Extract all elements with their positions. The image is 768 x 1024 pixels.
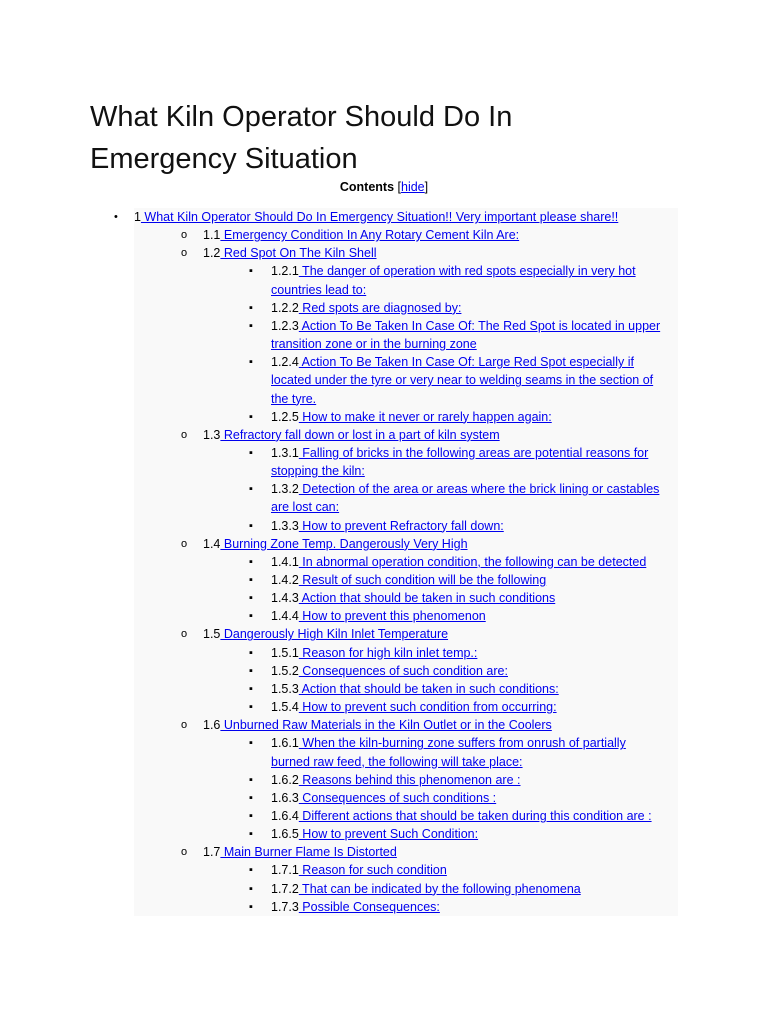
toc-item [271, 517, 504, 535]
toc-item-link[interactable]: How to make it never or rarely happen again: [298, 409, 552, 424]
toc-bullet-level-1: • [114, 211, 118, 223]
toc-item-number: 1.2.2 [271, 300, 299, 315]
toc-item [271, 390, 316, 408]
toc-bullet-level-3: ▪ [249, 646, 253, 659]
toc-item [271, 480, 659, 498]
toc-item-link[interactable]: Unburned Raw Materials in the Kiln Outlet or in the Coolers [220, 718, 552, 733]
toc-item-number: 1.6.5 [271, 827, 299, 842]
toc-item [271, 607, 486, 625]
toc-bullet-level-2: o [181, 229, 188, 242]
toc-item-link[interactable]: What Kiln Operator Should Do In Emergency Situation!! Very important please share!! [140, 210, 619, 224]
toc-item [271, 898, 440, 916]
toc-bullet-level-3: ▪ [249, 519, 253, 532]
toc-item [203, 426, 500, 444]
toc-item-number: 1.5.2 [271, 663, 299, 678]
toc-bullet-level-3: ▪ [249, 701, 253, 714]
toc-item [271, 698, 557, 716]
toc-item-number: 1.7 [203, 845, 221, 860]
toc-item-number: 1.1 [203, 228, 221, 243]
toc-item-link[interactable]: Result of such condition will be the following [298, 573, 547, 587]
toc-item-link[interactable]: How to prevent Such Condition: [298, 827, 479, 842]
toc-bullet-level-2: o [181, 719, 188, 732]
toc-item-number: 1.2.4 [271, 355, 299, 370]
toc-item [203, 625, 448, 643]
toc-bullet-level-2: o [181, 628, 188, 641]
toc-bullet-level-3: ▪ [249, 682, 253, 695]
toc-item-link[interactable]: The danger of operation with red spots especially in very hot [298, 264, 636, 279]
toc-bullet-level-2: o [181, 846, 188, 859]
toc-bullet-level-3: ▪ [249, 356, 253, 369]
toc-bullet-level-3: ▪ [249, 483, 253, 496]
toc-item [271, 262, 636, 280]
toc-item-number: 1.2.1 [271, 264, 299, 279]
toc-item-link[interactable]: transition zone or in the burning zone [271, 337, 477, 352]
toc-item-link[interactable]: Red Spot On The Kiln Shell [220, 246, 377, 261]
toc-item-link[interactable]: Consequences of such condition are: [298, 663, 508, 678]
toc-item-number: 1.5.4 [271, 700, 299, 715]
hide-bracket-open: [ [397, 180, 401, 194]
toc-item [271, 789, 496, 807]
toc-item-number: 1.7.2 [271, 881, 299, 896]
toc-bullet-level-3: ▪ [249, 809, 253, 822]
toc-bullet-level-3: ▪ [249, 410, 253, 423]
toc-item-link[interactable]: Possible Consequences: [298, 899, 440, 914]
toc-bullet-level-3: ▪ [249, 555, 253, 568]
toc-item [271, 825, 478, 843]
toc-bullet-level-3: ▪ [249, 446, 253, 459]
toc-item [271, 680, 559, 698]
toc-bullet-level-3: ▪ [249, 664, 253, 677]
toc-bullet-level-3: ▪ [249, 610, 253, 623]
toc-item-link[interactable]: Action that should be taken in such conditions: [298, 681, 559, 696]
toc-item-link[interactable]: stopping the kiln: [271, 464, 365, 479]
toc-item-number: 1.7.3 [271, 899, 299, 914]
toc-bullet-level-2: o [181, 537, 188, 550]
toc-item-number: 1.5.3 [271, 681, 299, 696]
toc-item [271, 408, 552, 426]
toc-item-link[interactable]: are lost can: [271, 500, 340, 515]
toc-item [271, 753, 523, 771]
toc-item [271, 734, 626, 752]
toc-item-link[interactable]: Action To Be Taken In Case Of: The Red Spot is located in upper [298, 318, 661, 333]
toc-bullet-level-3: ▪ [249, 319, 253, 332]
toc-item-link[interactable]: How to prevent this phenomenon [298, 609, 486, 624]
toc-item-link[interactable]: Different actions that should be taken during this condition are : [298, 808, 652, 823]
toc-item-link[interactable]: countries lead to: [271, 282, 367, 297]
toc-bullet-level-2: o [181, 428, 188, 441]
toc-item-link[interactable]: Action that should be taken in such conditions [298, 591, 556, 606]
toc-item [271, 771, 521, 789]
toc-item-number: 1.4.4 [271, 609, 299, 624]
toc-item-link[interactable]: Consequences of such conditions : [298, 790, 497, 805]
toc-item [271, 371, 653, 389]
toc-item-number: 1.2.3 [271, 318, 299, 333]
toc-bullet-level-3: ▪ [249, 574, 253, 586]
toc-item [271, 553, 646, 571]
toc-item [271, 444, 648, 462]
toc-item-link[interactable]: Reasons behind this phenomenon are : [298, 772, 521, 787]
toc-item-link[interactable]: Emergency Condition In Any Rotary Cement Kiln Are: [220, 228, 520, 243]
toc-item-number: 1.6.3 [271, 790, 299, 805]
toc-item [271, 462, 365, 480]
toc-item-link[interactable]: burned raw feed, the following will take place: [271, 754, 523, 769]
toc-item [203, 843, 397, 861]
toc-item [203, 716, 552, 734]
toc-item-link[interactable]: How to prevent Refractory fall down: [298, 518, 504, 533]
toc-item [271, 317, 660, 335]
toc-item-number: 1.4 [203, 536, 221, 551]
title-line-2: Emergency Situation [90, 143, 358, 175]
toc-header [0, 180, 768, 194]
toc-item [271, 299, 461, 317]
toc-item [271, 861, 447, 879]
toc-bullet-level-3: ▪ [249, 900, 253, 913]
page-title [90, 96, 690, 180]
toc-item [271, 589, 555, 607]
toc-item-number: 1.6.4 [271, 808, 299, 823]
toc-item [271, 662, 508, 680]
toc-item-number: 1 [134, 210, 141, 224]
toc-item-link[interactable]: located under the tyre or very near to welding seams in the section of [271, 373, 654, 388]
toc-item-link[interactable]: How to prevent such condition from occurring: [298, 700, 557, 715]
toc-item-number: 1.5 [203, 627, 221, 642]
toc-item-link[interactable]: Dangerously High Kiln Inlet Temperature [220, 627, 449, 642]
toc-item-link[interactable]: In abnormal operation condition, the following can be detected [298, 554, 647, 569]
hide-bracket-close: ] [424, 180, 429, 194]
toc-item-number: 1.6 [203, 718, 221, 733]
toc-item-number: 1.3.1 [271, 445, 299, 460]
toc-item-number: 1.3 [203, 427, 221, 442]
toc-item-number: 1.4.1 [271, 554, 299, 569]
toc-item-link[interactable]: Detection of the area or areas where the brick lining or castables [298, 482, 660, 497]
toc-item-number: 1.6.1 [271, 736, 299, 751]
toc-item-link[interactable]: That can be indicated by the following phenomena [298, 881, 581, 896]
toc-item-link[interactable]: Reason for such condition [298, 863, 447, 878]
toc-item-number: 1.6.2 [271, 772, 299, 787]
title-line-1: What Kiln Operator Should Do In [90, 101, 513, 133]
toc-item-number: 1.2 [203, 246, 221, 261]
toc-item-number: 1.3.2 [271, 482, 299, 497]
toc-item-number: 1.3.3 [271, 518, 299, 533]
toc-item-number: 1.2.5 [271, 409, 299, 424]
toc-item [203, 226, 519, 244]
toc-item [271, 807, 652, 825]
toc-item-link[interactable]: When the kiln-burning zone suffers from onrush of partially [298, 736, 626, 751]
toc-item-link[interactable]: Falling of bricks in the following areas are potential reasons for [298, 445, 649, 460]
toc-item [203, 535, 468, 553]
toc-item [271, 571, 546, 589]
toc-item-link[interactable]: Action To Be Taken In Case Of: Large Red Spot especially if [298, 355, 634, 370]
toc-bullet-level-3: ▪ [249, 828, 253, 841]
hide-toc-link[interactable]: hide [401, 180, 425, 194]
toc-item-number: 1.5.1 [271, 645, 299, 660]
toc-bullet-level-3: ▪ [249, 737, 253, 750]
table-of-contents [114, 208, 678, 916]
toc-item-number: 1.7.1 [271, 863, 299, 878]
toc-item-link[interactable]: Burning Zone Temp. Dangerously Very High [220, 536, 468, 551]
toc-bullet-level-3: ▪ [249, 773, 253, 786]
toc-item-link[interactable]: Refractory fall down or lost in a part of kiln system [220, 427, 500, 442]
toc-item [271, 880, 581, 898]
toc-item [271, 644, 477, 662]
toc-item [203, 244, 377, 262]
toc-bullet-level-3: ▪ [249, 265, 253, 278]
toc-item [271, 281, 366, 299]
toc-title: Contents [339, 180, 395, 194]
toc-item-link[interactable]: the tyre. [271, 391, 317, 406]
toc-bullet-level-3: ▪ [249, 301, 253, 314]
toc-bullet-level-3: ▪ [249, 791, 253, 804]
toc-bullet-level-2: o [181, 247, 188, 260]
toc-bullet-level-3: ▪ [249, 882, 253, 895]
toc-bullet-level-3: ▪ [249, 592, 253, 605]
toc-item-link[interactable]: Reason for high kiln inlet temp.: [298, 645, 478, 660]
toc-item-number: 1.4.2 [271, 573, 299, 587]
toc-item [134, 208, 618, 226]
toc-bullet-level-3: ▪ [249, 864, 253, 877]
toc-item [271, 353, 634, 371]
toc-item-number: 1.4.3 [271, 591, 299, 606]
toc-item-link[interactable]: Red spots are diagnosed by: [298, 300, 462, 315]
toc-item [271, 498, 339, 516]
toc-item-link[interactable]: Main Burner Flame Is Distorted [220, 845, 397, 860]
toc-item [271, 335, 477, 353]
